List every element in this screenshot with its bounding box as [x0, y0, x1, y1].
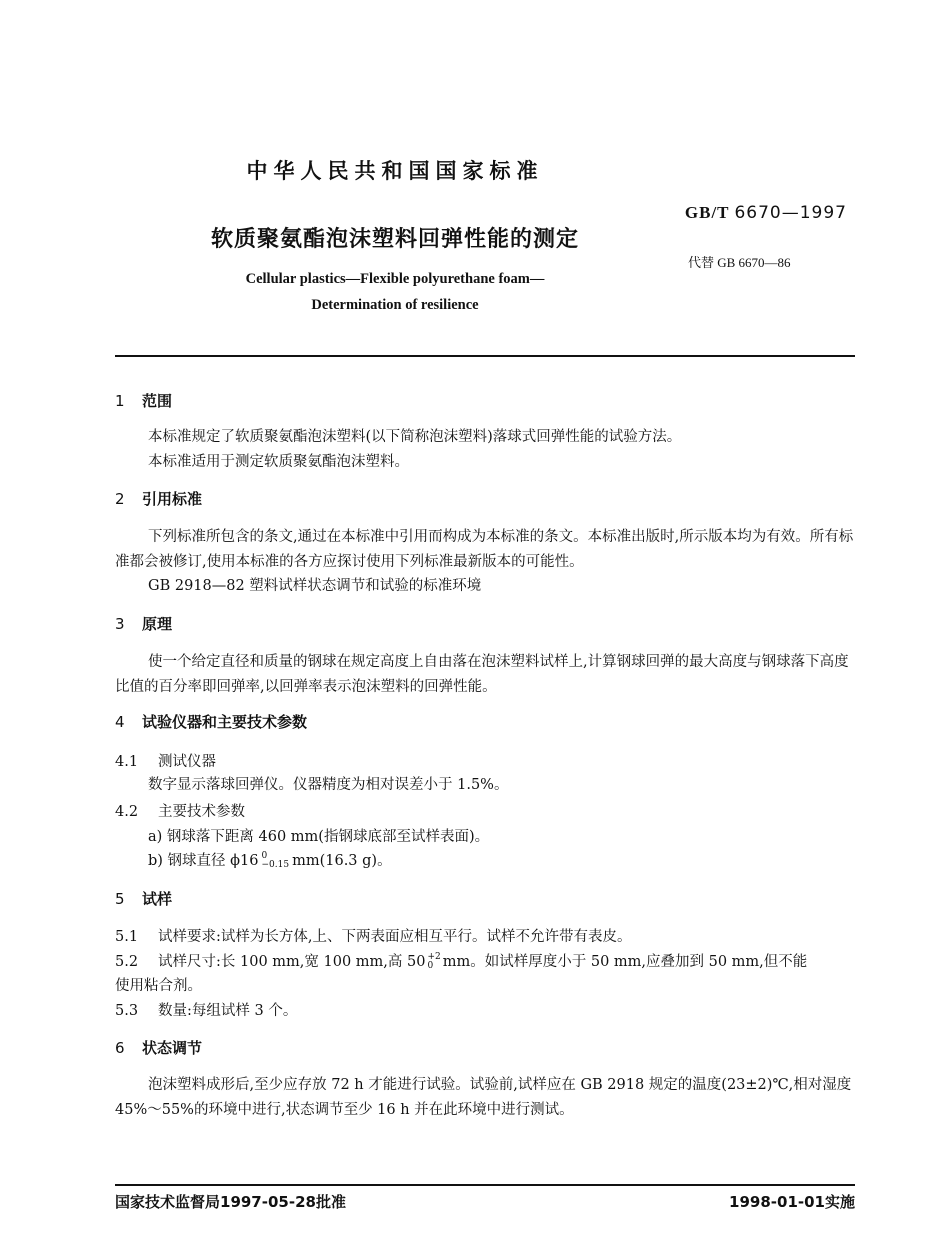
standard-code	[685, 203, 847, 223]
section-5-3: 5.3 数量:每组试样 3 个。	[115, 1003, 298, 1019]
footer-divider	[115, 1184, 855, 1186]
section-6-heading: 6 状态调节	[115, 1039, 203, 1057]
document-title-cn: 软质聚氨酯泡沫塑料回弹性能的测定	[210, 227, 579, 252]
section-1-heading: 1 范围	[115, 392, 173, 410]
section-5-1: 5.1 试样要求:试样为长方体,上、下两表面应相互平行。试样不允许带有表皮。	[115, 929, 632, 945]
section-6-para-1: 泡沫塑料成形后,至少应存放 72 h 才能进行试验。试验前,试样应在 GB 2918 规定的温度(23±2)℃,相对湿度 45%～55%的环境中进行,状态调节至少 16 h 并在此环境中进行测试。	[115, 1077, 852, 1118]
section-2-reference: GB 2918—82 塑料试样状态调节和试验的标准环境	[148, 578, 482, 594]
section-2-para-1: 下列标准所包含的条文,通过在本标准中引用而构成为本标准的条文。本标准出版时,所示版本均为有效。所有标准都会被修订,使用本标准的各方应探讨使用下列标准最新版本的可能性。	[115, 529, 854, 570]
ball-diameter-tolerance: 0 −0.15	[261, 851, 290, 870]
section-2-heading: 2 引用标准	[115, 490, 203, 508]
section-5-2-line-2: 使用粘合剂。	[115, 978, 202, 994]
section-1-para-2: 本标准适用于测定软质聚氨酯泡沫塑料。	[148, 454, 409, 470]
section-5-heading: 5 试样	[115, 890, 173, 908]
section-4-heading: 4 试验仪器和主要技术参数	[115, 713, 308, 731]
standard-number: 6670—1997	[734, 203, 847, 223]
standard-prefix: GB/T	[684, 203, 730, 222]
document-title-en-line2: Determination of resilience	[311, 297, 479, 313]
height-tolerance: +2 0	[427, 952, 441, 971]
section-4-2-heading: 4.2 主要技术参数	[115, 804, 245, 820]
replaces-standard: 代替 GB 6670—86	[688, 255, 791, 270]
section-3-heading: 3 原理	[115, 615, 173, 633]
section-4-2-item-b: b) 钢球直径 ϕ16 0 −0.15 mm(16.3 g)。	[148, 851, 392, 870]
section-1-para-1: 本标准规定了软质聚氨酯泡沫塑料(以下简称泡沫塑料)落球式回弹性能的试验方法。	[148, 429, 682, 445]
approval-note: 国家技术监督局1997-05-28批准	[115, 1193, 346, 1211]
section-3-para-1: 使一个给定直径和质量的钢球在规定高度上自由落在泡沫塑料试样上,计算钢球回弹的最大高度与钢球落下高度比值的百分率即回弹率,以回弹率表示泡沫塑料的回弹性能。	[115, 654, 849, 695]
section-4-2-item-a: a) 钢球落下距离 460 mm(指钢球底部至试样表面)。	[148, 829, 490, 845]
national-standard-heading: 中华人民共和国国家标准	[246, 159, 544, 183]
section-4-1-heading: 4.1 测试仪器	[115, 754, 216, 770]
section-4-1-text: 数字显示落球回弹仪。仪器精度为相对误差小于 1.5%。	[148, 777, 509, 793]
section-5-2: 5.2 试样尺寸:长 100 mm,宽 100 mm,高 50 +2 0 mm。如试样厚度小于 50 mm,应叠加到 50 mm,但不能	[115, 952, 808, 971]
header-divider	[115, 355, 855, 357]
implementation-date: 1998-01-01实施	[729, 1193, 855, 1211]
document-title-en-line1: Cellular plastics—Flexible polyurethane foam—	[245, 271, 545, 287]
